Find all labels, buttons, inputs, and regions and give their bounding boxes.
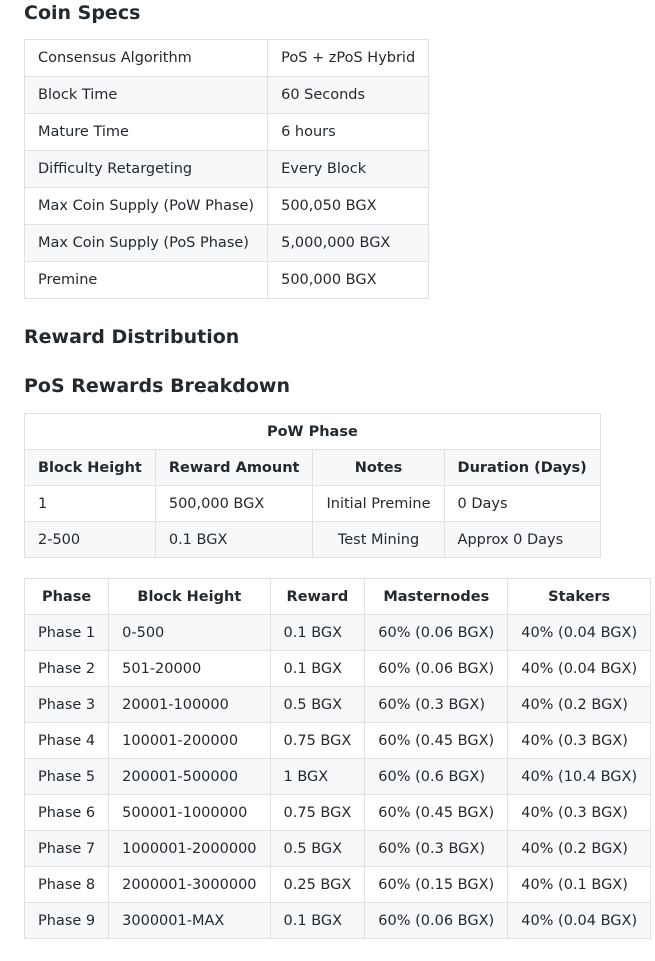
table-cell: 0-500	[109, 615, 270, 651]
column-header: Block Height	[25, 450, 156, 486]
table-caption-row	[25, 414, 601, 450]
table-header-row	[25, 579, 651, 615]
table-cell: Phase 7	[25, 831, 109, 867]
table-row	[25, 225, 429, 262]
reward-distribution-heading: Reward Distribution	[24, 326, 240, 348]
table-cell: 40% (0.1 BGX)	[508, 867, 651, 903]
table-cell: 0 Days	[444, 486, 600, 522]
table-cell: 0.1 BGX	[270, 615, 365, 651]
table-cell: 501-20000	[109, 651, 270, 687]
coin-specs-heading: Coin Specs	[24, 2, 141, 24]
pos-rewards-table	[24, 578, 651, 939]
spec-value: 6 hours	[268, 114, 429, 151]
table-cell: 0.75 BGX	[270, 723, 365, 759]
table-cell: 100001-200000	[109, 723, 270, 759]
table-cell: 500,000 BGX	[155, 486, 313, 522]
table-cell: 60% (0.6 BGX)	[365, 759, 508, 795]
table-cell: 1	[25, 486, 156, 522]
table-cell: 60% (0.15 BGX)	[365, 867, 508, 903]
table-cell: 40% (0.3 BGX)	[508, 723, 651, 759]
table-row	[25, 40, 429, 77]
table-row	[25, 262, 429, 299]
table-cell: 1 BGX	[270, 759, 365, 795]
column-header: Phase	[25, 579, 109, 615]
table-cell: 1000001-2000000	[109, 831, 270, 867]
spec-value: Every Block	[268, 151, 429, 188]
spec-label: Premine	[25, 262, 268, 299]
pos-rewards-heading: PoS Rewards Breakdown	[24, 375, 290, 397]
table-cell: 40% (0.2 BGX)	[508, 831, 651, 867]
table-cell: 60% (0.06 BGX)	[365, 615, 508, 651]
table-cell: 0.5 BGX	[270, 687, 365, 723]
table-row	[25, 903, 651, 939]
table-cell: 0.5 BGX	[270, 831, 365, 867]
table-cell: 40% (0.04 BGX)	[508, 903, 651, 939]
table-cell: 40% (0.3 BGX)	[508, 795, 651, 831]
table-row	[25, 723, 651, 759]
column-header: Stakers	[508, 579, 651, 615]
table-cell: 60% (0.3 BGX)	[365, 687, 508, 723]
table-cell: 0.1 BGX	[155, 522, 313, 558]
spec-value: 500,050 BGX	[268, 188, 429, 225]
spec-label: Difficulty Retargeting	[25, 151, 268, 188]
spec-label: Consensus Algorithm	[25, 40, 268, 77]
table-cell: 2000001-3000000	[109, 867, 270, 903]
table-row	[25, 867, 651, 903]
table-row	[25, 831, 651, 867]
table-row	[25, 759, 651, 795]
table-cell: Initial Premine	[313, 486, 444, 522]
table-cell: 60% (0.06 BGX)	[365, 651, 508, 687]
table-cell: 60% (0.45 BGX)	[365, 795, 508, 831]
table-cell: 500001-1000000	[109, 795, 270, 831]
column-header: Reward Amount	[155, 450, 313, 486]
column-header: Duration (Days)	[444, 450, 600, 486]
table-cell: 0.25 BGX	[270, 867, 365, 903]
table-header-row	[25, 450, 601, 486]
table-cell: 0.1 BGX	[270, 903, 365, 939]
table-cell: Phase 1	[25, 615, 109, 651]
table-cell: 40% (0.04 BGX)	[508, 651, 651, 687]
column-header: Block Height	[109, 579, 270, 615]
column-header: Masternodes	[365, 579, 508, 615]
coin-specs-table	[24, 39, 429, 299]
table-cell: 0.75 BGX	[270, 795, 365, 831]
pow-phase-table	[24, 413, 601, 558]
table-row	[25, 486, 601, 522]
table-cell: Phase 8	[25, 867, 109, 903]
table-row	[25, 151, 429, 188]
table-cell: Phase 2	[25, 651, 109, 687]
table-cell: 20001-100000	[109, 687, 270, 723]
table-row	[25, 114, 429, 151]
spec-label: Max Coin Supply (PoS Phase)	[25, 225, 268, 262]
table-cell: 60% (0.06 BGX)	[365, 903, 508, 939]
table-cell: 60% (0.3 BGX)	[365, 831, 508, 867]
table-cell: Phase 3	[25, 687, 109, 723]
table-row	[25, 615, 651, 651]
spec-value: PoS + zPoS Hybrid	[268, 40, 429, 77]
table-cell: Phase 6	[25, 795, 109, 831]
table-cell: Phase 9	[25, 903, 109, 939]
table-cell: Phase 4	[25, 723, 109, 759]
table-row	[25, 651, 651, 687]
pow-phase-caption: PoW Phase	[25, 414, 601, 450]
table-cell: 40% (0.04 BGX)	[508, 615, 651, 651]
table-row	[25, 77, 429, 114]
spec-label: Max Coin Supply (PoW Phase)	[25, 188, 268, 225]
table-cell: 0.1 BGX	[270, 651, 365, 687]
spec-value: 60 Seconds	[268, 77, 429, 114]
spec-value: 500,000 BGX	[268, 262, 429, 299]
table-cell: 60% (0.45 BGX)	[365, 723, 508, 759]
table-row	[25, 795, 651, 831]
table-cell: 40% (0.2 BGX)	[508, 687, 651, 723]
table-cell: 40% (10.4 BGX)	[508, 759, 651, 795]
table-cell: 3000001-MAX	[109, 903, 270, 939]
table-cell: 200001-500000	[109, 759, 270, 795]
spec-value: 5,000,000 BGX	[268, 225, 429, 262]
table-row	[25, 188, 429, 225]
table-cell: Phase 5	[25, 759, 109, 795]
spec-label: Mature Time	[25, 114, 268, 151]
table-cell: Approx 0 Days	[444, 522, 600, 558]
table-row	[25, 522, 601, 558]
spec-label: Block Time	[25, 77, 268, 114]
column-header: Notes	[313, 450, 444, 486]
column-header: Reward	[270, 579, 365, 615]
table-row	[25, 687, 651, 723]
table-cell: 2-500	[25, 522, 156, 558]
table-cell: Test Mining	[313, 522, 444, 558]
